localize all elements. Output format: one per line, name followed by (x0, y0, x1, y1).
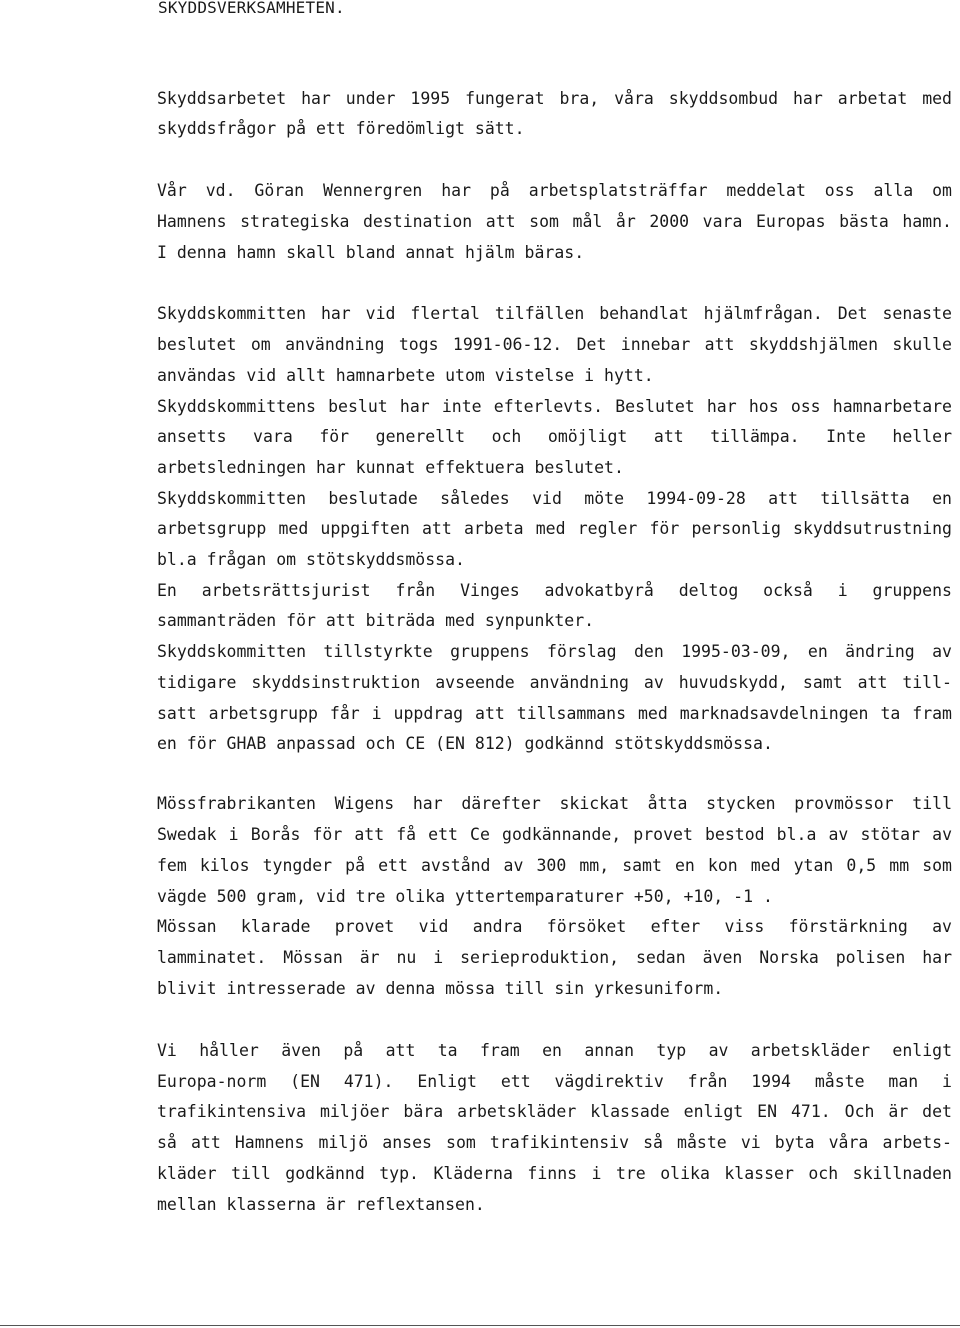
text-line: Mössan klarade provet vid andra försöket efter viss förstärkning av (157, 917, 952, 936)
text-line: Skyddskommitten beslutade således vid möte 1994-09-28 att tillsätta en (157, 489, 952, 508)
text-line: Skyddskommittens beslut har inte efterlevts. Beslutet har hos oss hamnarbetare (157, 397, 952, 416)
text-line: satt arbetsgrupp får i uppdrag att tillsammans med marknadsavdelningen ta fram (157, 704, 952, 723)
text-line: skyddsfrågor på ett föredömligt sätt. (157, 119, 525, 138)
text-line: sammanträden för att biträda med synpunkter. (157, 611, 595, 630)
text-line: användas vid allt hamnarbete utom vistelse i hytt. (157, 366, 654, 385)
text-line: Mössfrabrikanten Wigens har därefter skickat åtta stycken provmössor till (157, 794, 952, 813)
text-line: Skyddskommitten tillstyrkte gruppens förslag den 1995-03-09, en ändring av (157, 642, 952, 661)
text-line: Vi håller även på att ta fram en annan typ av arbetskläder enligt (157, 1041, 952, 1060)
text-line: så att Hamnens miljö anses som trafikintensiv så måste vi byta våra arbets- (157, 1133, 952, 1152)
text-line: mellan klasserna är reflextansen. (157, 1195, 485, 1214)
text-line: fem kilos tyngder på ett avstånd av 300 mm, samt en kon med ytan 0,5 mm som (157, 856, 952, 875)
section-heading: SKYDDSVERKSAMHETEN. (158, 0, 345, 17)
text-line: Swedak i Borås för att få ett Ce godkännande, provet bestod bl.a av stötar av (157, 825, 952, 844)
text-line: blivit intresserade av denna mössa till sin yrkesuniform. (157, 979, 724, 998)
text-line: beslutet om användning togs 1991-06-12. Det innebar att skyddshjälmen skulle (157, 335, 952, 354)
bottom-rule (0, 1325, 960, 1326)
text-line: En arbetsrättsjurist från Vinges advokatbyrå deltog också i gruppens (157, 581, 952, 600)
text-line: I denna hamn skall bland annat hjälm bäras. (157, 243, 585, 262)
text-line: lamminatet. Mössan är nu i serieproduktion, sedan även Norska polisen har (157, 948, 952, 967)
text-line: Hamnens strategiska destination att som mål år 2000 vara Europas bästa hamn. (157, 212, 952, 231)
text-line: en för GHAB anpassad och CE (EN 812) godkännd stötskyddsmössa. (157, 734, 773, 753)
text-line: arbetsledningen har kunnat effektuera beslutet. (157, 458, 624, 477)
text-line: Europa-norm (EN 471). Enligt ett vägdirektiv från 1994 måste man i (157, 1072, 952, 1091)
text-line: arbetsgrupp med uppgiften att arbeta med regler för personlig skyddsutrustning (157, 519, 952, 538)
text-line: trafikintensiva miljöer bära arbetskläder klassade enligt EN 471. Och är det (157, 1102, 952, 1121)
text-line: Vår vd. Göran Wennergren har på arbetsplatsträffar meddelat oss alla om (157, 181, 952, 200)
text-line: Skyddsarbetet har under 1995 fungerat bra, våra skyddsombud har arbetat med (157, 89, 952, 108)
text-line: ansetts vara för generellt och omöjligt att tillämpa. Inte heller (157, 427, 952, 446)
text-line: vägde 500 gram, vid tre olika yttertemparaturer +50, +10, -1 . (157, 887, 773, 906)
text-line: tidigare skyddsinstruktion avseende användning av huvudskydd, samt att till- (157, 673, 952, 692)
text-line: kläder till godkännd typ. Kläderna finns i tre olika klasser och skillnaden (157, 1164, 952, 1183)
text-line: Skyddskommitten har vid flertal tilfällen behandlat hjälmfrågan. Det senaste (157, 304, 952, 323)
text-line: bl.a frågan om stötskyddsmössa. (157, 550, 465, 569)
